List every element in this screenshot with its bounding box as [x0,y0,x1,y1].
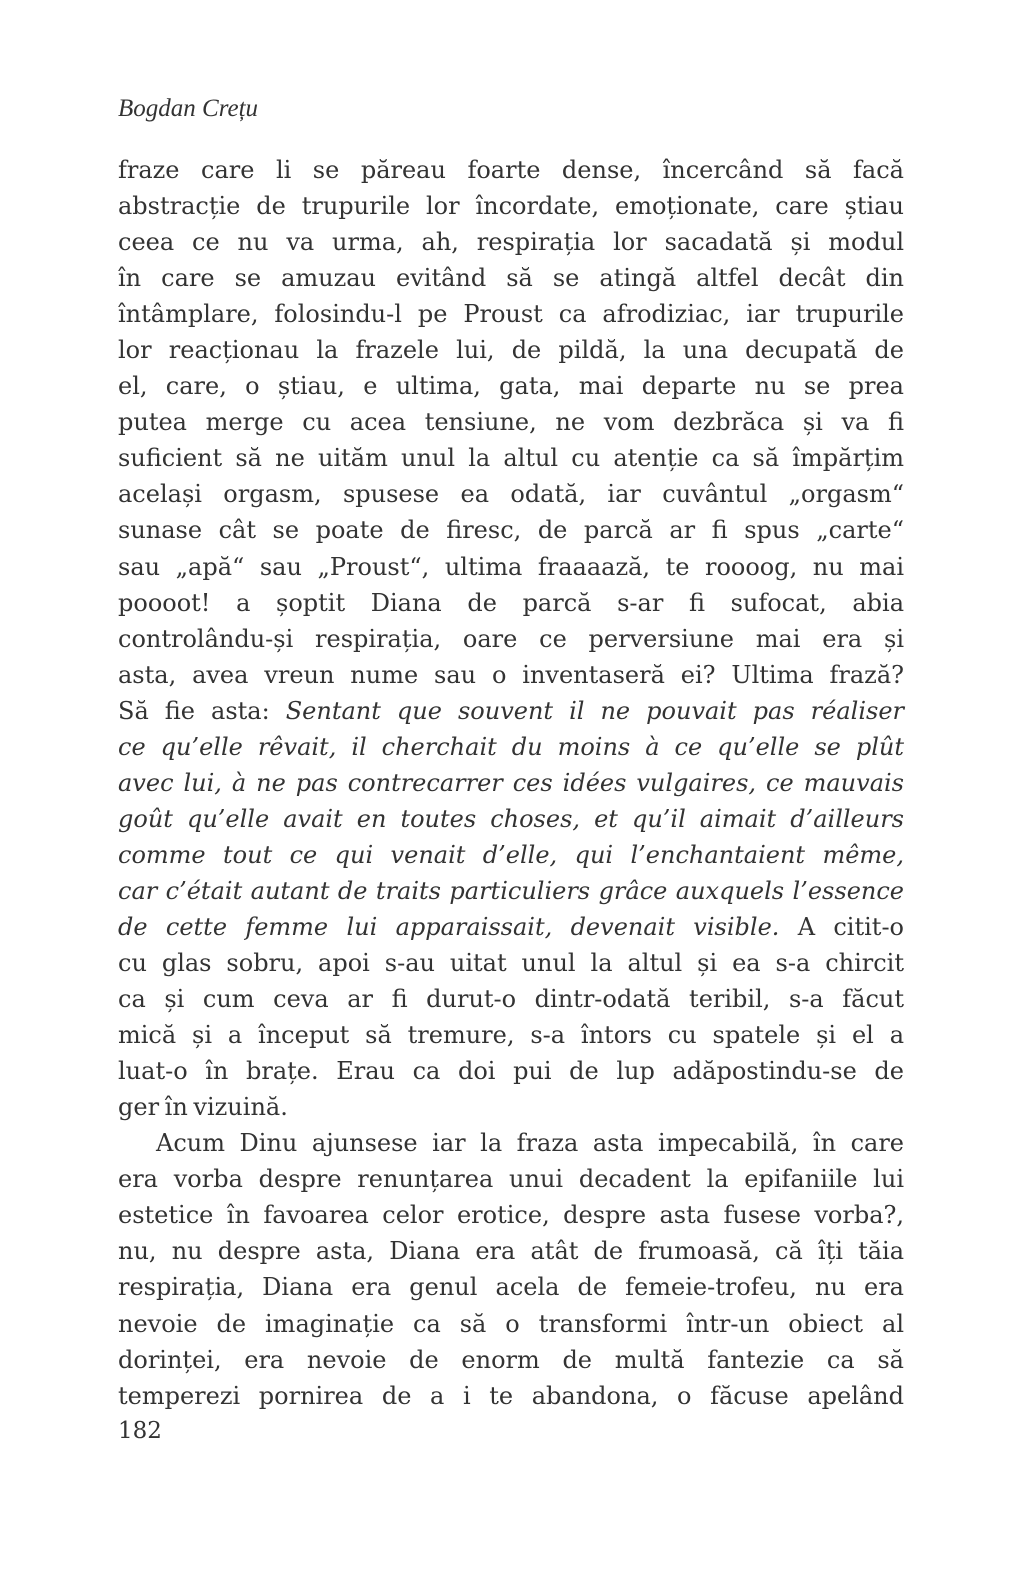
text-line: abstracție de trupurile lor încordate, emoționate, care știau [118,192,904,221]
text-line: putea merge cu acea tensiune, ne vom dezbrăca și va fi [118,408,904,437]
body-text [118,152,904,1414]
text-line: același orgasm, spusese ea odată, iar cuvântul „orgasm“ [118,480,904,509]
text-line [118,909,904,945]
proust-quote-line: Sentant que souvent il ne pouvait pas réaliser [285,696,905,725]
text-line: el, care, o știau, e ultima, gata, mai departe nu se prea [118,372,904,401]
text-line: ceea ce nu va urma, ah, respirația lor sacadată și modul [118,228,904,257]
text-line: cu glas sobru, apoi s-au uitat unul la altul și ea s-a chircit [118,949,904,978]
proust-quote-line: avec lui, à ne pas contrecarrer ces idées vulgaires, ce mauvais [118,768,904,797]
page-number: 182 [118,1418,162,1444]
text-line: estetice în favoarea celor erotice, despre asta fusese vorba?, [118,1201,904,1230]
text-line: respirația, Diana era genul acela de femeie-trofeu, nu era [118,1273,904,1302]
proust-quote-line: car c’était autant de traits particuliers grâce auxquels l’essence [118,876,904,905]
text-line: temperezi pornirea de a i te abandona, o făcuse apelând [118,1381,904,1410]
text-line [118,693,904,729]
text-line: lor reacționau la frazele lui, de pildă, la una decupată de [118,336,904,365]
proust-quote-line: goût qu’elle avait en toutes choses, et qu’il aimait d’ailleurs [118,804,904,833]
text-line: dorinței, era nevoie de enorm de multă fantezie ca să [118,1345,904,1374]
proust-quote-line: comme tout ce qui venait d’elle, qui l’enchantaient même, [118,840,904,869]
text-line: întâmplare, folosindu-l pe Proust ca afrodiziac, iar trupurile [118,300,904,329]
text-line: poooot! a șoptit Diana de parcă s-ar fi sufocat, abia [118,588,904,617]
text-line: suficient să ne uităm unul la altul cu atenție ca să împărțim [118,444,904,473]
text-line: nevoie de imaginație ca să o transformi într-un obiect al [118,1309,904,1338]
text-line: mică și a început să tremure, s-a întors cu spatele și el a [118,1021,904,1050]
text-line: Acum Dinu ajunsese iar la fraza asta impecabilă, în care [156,1129,904,1158]
text-line: sunase cât se poate de firesc, de parcă ar fi spus „carte“ [118,516,904,545]
text-line: nu, nu despre asta, Diana era atât de frumoasă, că îți tăia [118,1237,904,1266]
quote-intro: Să fie asta: [118,696,286,725]
paragraph [118,152,904,1125]
text-line: ca și cum ceva ar fi durut-o dintr-odată teribil, s-a făcut [118,985,904,1014]
text-line: asta, avea vreun nume sau o inventaseră ei? Ultima frază? [118,660,904,689]
paragraph [118,1125,904,1413]
text-line: controlându-și respirația, oare ce perversiune mai era și [118,624,904,653]
quote-continuation: A citit-o [779,912,905,941]
proust-quote-line: de cette femme lui apparaissait, devenait visible. [118,912,780,941]
text-line: fraze care li se păreau foarte dense, încercând să facă [118,156,904,184]
text-line: ger în vizuină. [118,1093,288,1122]
text-line: în care se amuzau evitând să se atingă altfel decât din [118,264,904,293]
text-line: sau „apă“ sau „Proust“, ultima fraaaază, te roooog, nu mai [118,552,904,581]
running-head-author: Bogdan Crețu [118,95,259,122]
proust-quote-line: ce qu’elle rêvait, il cherchait du moins à ce qu’elle se plût [118,732,904,761]
text-line: era vorba despre renunțarea unui decadent la epifaniile lui [118,1165,904,1194]
text-line: luat-o în brațe. Erau ca doi pui de lup adăpostindu-se de [118,1057,904,1086]
